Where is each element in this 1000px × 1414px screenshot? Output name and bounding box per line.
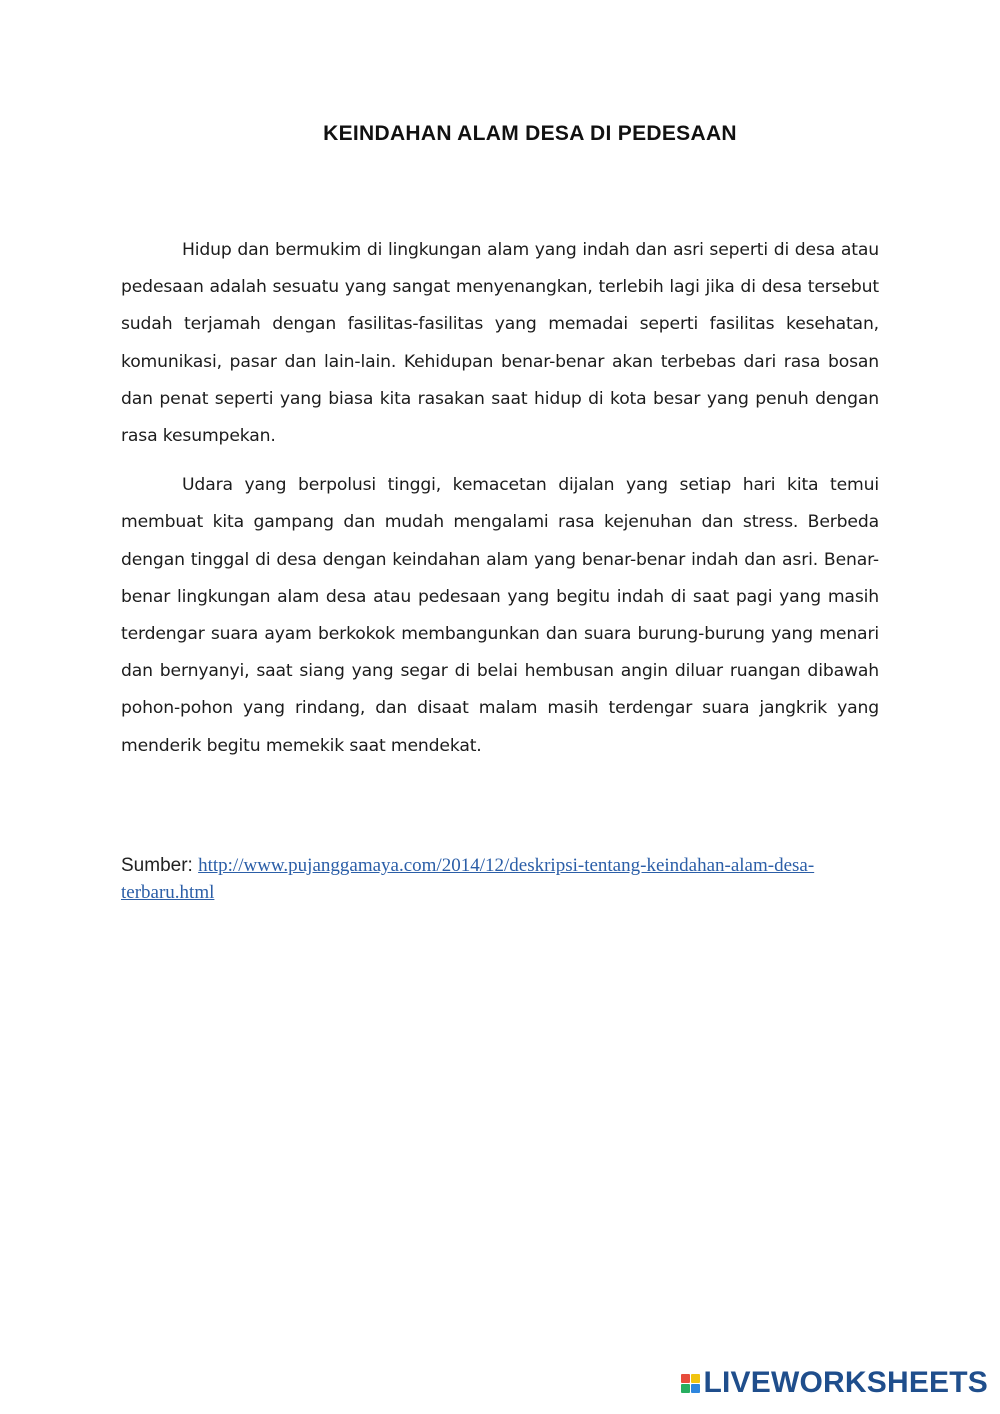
source-link[interactable]: http://www.pujanggamaya.com/2014/12/deskripsi-tentang-keindahan-alam-desa-terbaru.html <box>121 855 815 903</box>
liveworksheets-logo <box>681 1366 989 1400</box>
paragraph-2: Udara yang berpolusi tinggi, kemacetan dijalan yang setiap hari kita temui membuat kita gampang dan mudah mengalami rasa kejenuhan dan stress. Berbeda dengan tinggal di desa dengan keindahan alam yang benar-benar indah dan asri. Benar-benar lingkungan alam desa atau pedesaan yang begitu indah di saat pagi yang masih terdengar suara ayam berkokok membangunkan dan suara burung-burung yang menari dan bernyanyi, saat siang yang segar di belai hembusan angin diluar ruangan dibawah pohon-pohon yang rindang, dan disaat malam masih terdengar suara jangkrik yang menderik begitu memekik saat mendekat. <box>121 475 879 756</box>
liveworksheets-logo-icon <box>681 1374 700 1393</box>
source-citation <box>121 852 881 906</box>
logo-square-yellow <box>691 1374 700 1383</box>
source-label: Sumber: <box>121 855 199 876</box>
page-title: KEINDAHAN ALAM DESA DI PEDESAAN <box>323 122 737 145</box>
article-body <box>121 232 879 777</box>
logo-square-blue <box>691 1384 700 1393</box>
logo-text: LIVEWORKSHEETS <box>703 1366 988 1399</box>
logo-square-red <box>681 1374 690 1383</box>
paragraph-1: Hidup dan bermukim di lingkungan alam yang indah dan asri seperti di desa atau pedesaan adalah sesuatu yang sangat menyenangkan, terlebih lagi jika di desa tersebut sudah terjamah dengan fasilitas-fasilitas yang memadai seperti fasilitas kesehatan, komunikasi, pasar dan lain-lain. Kehidupan benar-benar akan terbebas dari rasa bosan dan penat seperti yang biasa kita rasakan saat hidup di kota besar yang penuh dengan rasa kesumpekan. <box>121 240 879 447</box>
logo-square-green <box>681 1384 690 1393</box>
